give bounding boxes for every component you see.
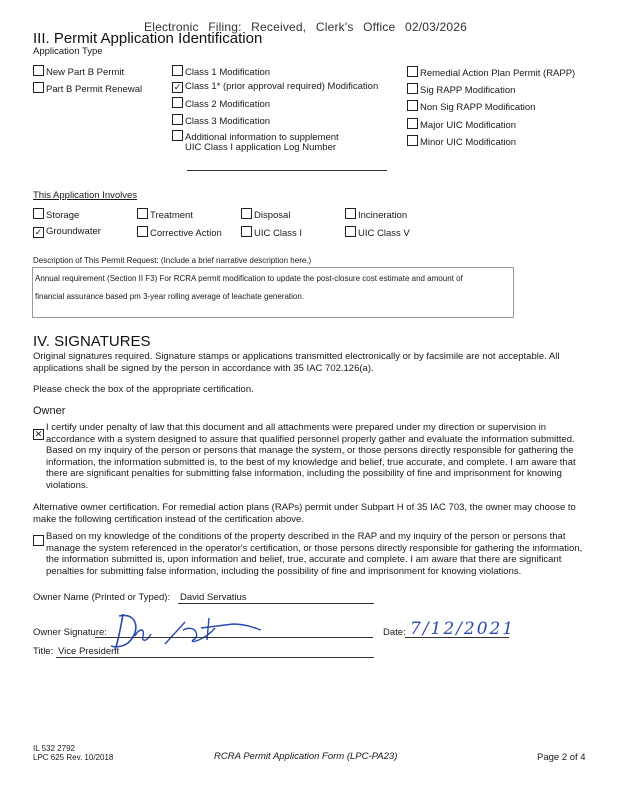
involves-treatment[interactable]: Treatment bbox=[137, 208, 193, 221]
option-class-3-modification[interactable]: Class 3 Modification bbox=[172, 114, 270, 127]
footer-form-name: RCRA Permit Application Form (LPC-PA23) bbox=[214, 751, 398, 762]
description-box[interactable] bbox=[32, 267, 514, 318]
checkbox-mark bbox=[33, 535, 44, 546]
application-type-label: Application Type bbox=[33, 46, 103, 57]
footer-code-2: LPC 625 Rev. 10/2018 bbox=[33, 753, 114, 762]
involves-label: This Application Involves bbox=[33, 190, 138, 201]
involves-storage[interactable]: Storage bbox=[33, 208, 79, 221]
check-note: Please check the box of the appropriate certification. bbox=[33, 384, 254, 395]
checkbox[interactable] bbox=[407, 66, 418, 77]
alternative-certification: Based on my knowledge of the conditions of the property described in the RAP and my inquiry of the person or persons that manage the system referenced in the operator's certification, or those persons directly responsible for gathering the information, the information submitted is, upon information and belief, true, accurate and complete. I am aware that there are significant penalties for submitting false information, including the possibility of fine and imprisonment for knowing violations. bbox=[46, 531, 583, 577]
checkbox[interactable] bbox=[241, 226, 252, 237]
owner-name-value[interactable]: David Servatius bbox=[180, 592, 247, 603]
option-non-sig-rapp[interactable]: Non Sig RAPP Modification bbox=[407, 100, 535, 113]
owner-signature-line bbox=[95, 637, 373, 638]
checkbox[interactable] bbox=[407, 135, 418, 146]
checkbox[interactable] bbox=[345, 226, 356, 237]
description-label: Description of This Permit Request: (Include a brief narrative description here.) bbox=[33, 256, 312, 265]
title-label: Title: bbox=[33, 646, 54, 657]
footer-code-1: IL 532 2792 bbox=[33, 744, 75, 753]
option-class-1-modification[interactable]: Class 1 Modification bbox=[172, 65, 270, 78]
option-sig-rapp[interactable]: Sig RAPP Modification bbox=[407, 83, 515, 96]
option-class-1-star-modification[interactable]: ✓ Class 1* (prior approval required) Modification bbox=[173, 81, 379, 92]
option-class-2-modification[interactable]: Class 2 Modification bbox=[172, 97, 270, 110]
owner-heading: Owner bbox=[33, 405, 66, 417]
date-label: Date: bbox=[383, 627, 406, 638]
description-line-2: financial assurance based pm 3-year rolling average of leachate generation. bbox=[35, 292, 305, 301]
checkbox[interactable] bbox=[407, 118, 418, 129]
date-value[interactable]: 7/12/2021 bbox=[410, 619, 516, 639]
uic-log-number-label: UIC Class I application Log Number bbox=[185, 142, 337, 153]
checkbox[interactable] bbox=[172, 97, 183, 108]
section-title-permit-identification: III. Permit Application Identification bbox=[33, 30, 263, 47]
checkbox-mark: ✕ bbox=[34, 429, 43, 439]
option-minor-uic[interactable]: Minor UIC Modification bbox=[407, 135, 516, 148]
involves-uic-class-5[interactable]: UIC Class V bbox=[345, 226, 410, 239]
checkbox[interactable] bbox=[33, 82, 44, 93]
option-additional-information[interactable]: Additional information to supplement bbox=[172, 130, 339, 143]
option-part-b-renewal[interactable]: Part B Permit Renewal bbox=[33, 82, 142, 95]
owner-signature-label: Owner Signature: bbox=[33, 627, 107, 638]
involves-groundwater[interactable]: ✓ Groundwater bbox=[34, 226, 101, 237]
owner-name-line bbox=[178, 603, 374, 604]
cert2-checkbox[interactable] bbox=[33, 532, 46, 550]
footer-page-number: Page 2 of 4 bbox=[537, 752, 586, 763]
owner-name-label: Owner Name (Printed or Typed): bbox=[33, 592, 171, 603]
checkbox[interactable] bbox=[33, 208, 44, 219]
filing-stamp: Electronic Filing: Received, Clerk's Office 02/03/2026 bbox=[144, 20, 468, 34]
checkbox[interactable] bbox=[172, 130, 183, 141]
involves-incineration[interactable]: Incineration bbox=[345, 208, 407, 221]
signatures-intro: Original signatures required. Signature stamps or applications transmitted electronically or by facsimile are not acceptable. All applications shall be signed by the person in accordance with 35 IAC 702.126(a). bbox=[33, 351, 560, 374]
handwritten-signature[interactable] bbox=[105, 606, 270, 654]
alternative-certification-note: Alternative owner certification. For remedial action plans (RAPs) permit under Subpart H of 35 IAC 703, the owner may choose to make the following certification instead of the certification above. bbox=[33, 502, 576, 525]
option-major-uic[interactable]: Major UIC Modification bbox=[407, 118, 516, 131]
checkbox[interactable] bbox=[137, 208, 148, 219]
description-line-1: Annual requirement (Section II F3) For RCRA permit modification to update the post-closure cost estimate and amount of bbox=[35, 274, 463, 283]
involves-uic-class-1[interactable]: UIC Class I bbox=[241, 226, 302, 239]
checkbox[interactable] bbox=[407, 100, 418, 111]
log-number-line[interactable] bbox=[187, 170, 387, 171]
checkbox[interactable] bbox=[172, 65, 183, 76]
section-title-signatures: IV. SIGNATURES bbox=[33, 333, 151, 350]
owner-certification: I certify under penalty of law that this document and all attachments were prepared under my direction or supervision in accordance with a system designed to assure that qualified personnel properly gather and evaluate the information submitted. Based on my inquiry of the person or persons that manage the system, or those persons directly responsible for gathering the information, the information submitted is, to the best of my knowledge and belief, true accurate, and complete. I am aware that there are significant penalties for submitting false information, including the possibility of fine and imprisonment for knowing violations. bbox=[46, 422, 576, 491]
involves-corrective-action[interactable]: Corrective Action bbox=[137, 226, 222, 239]
cert1-checkbox[interactable] bbox=[33, 423, 46, 441]
checkbox[interactable]: ✓ bbox=[173, 82, 182, 92]
checkbox[interactable] bbox=[345, 208, 356, 219]
option-rapp[interactable]: Remedial Action Plan Permit (RAPP) bbox=[407, 66, 575, 79]
checkbox[interactable] bbox=[172, 114, 183, 125]
title-value[interactable]: Vice President bbox=[58, 646, 120, 657]
checkbox[interactable] bbox=[407, 83, 418, 94]
date-line bbox=[405, 637, 509, 638]
checkbox[interactable]: ✓ bbox=[34, 227, 43, 237]
title-line bbox=[56, 657, 374, 658]
checkbox[interactable] bbox=[241, 208, 252, 219]
option-new-part-b[interactable]: New Part B Permit bbox=[33, 65, 124, 78]
checkbox[interactable] bbox=[137, 226, 148, 237]
involves-disposal[interactable]: Disposal bbox=[241, 208, 290, 221]
checkbox[interactable] bbox=[33, 65, 44, 76]
